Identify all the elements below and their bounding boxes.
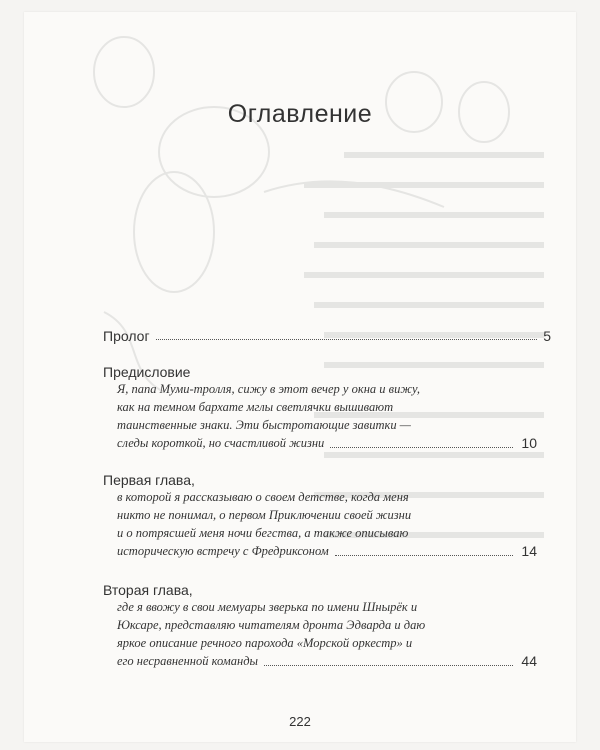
description-last-line — [117, 434, 537, 452]
toc-entry-prologue — [103, 328, 551, 344]
toc-entry-heading: Вторая глава, — [103, 582, 193, 598]
description-line: таинственные знаки. Эти быстротающие завитки — — [117, 418, 411, 432]
toc-entry-description — [117, 598, 537, 670]
toc-title: Оглавление — [227, 100, 373, 128]
dot-leader — [156, 338, 538, 340]
description-line: где я ввожу в свои мемуары зверька по имени Шнырёк и — [117, 600, 418, 614]
description-last-line — [117, 652, 537, 670]
toc-entry-heading: Пролог — [103, 328, 150, 344]
description-line: в которой я рассказываю о своем детстве, когда меня — [117, 490, 409, 504]
toc-entry-heading: Предисловие — [103, 364, 191, 380]
description-line: никто не понимал, о первом Приключении своей жизни — [117, 508, 412, 522]
toc-entry-description — [117, 488, 537, 560]
description-line: историческую встречу с Фредриксоном — [117, 544, 329, 558]
description-line: следы короткой, но счастливой жизни — [117, 436, 325, 450]
dot-leader — [330, 447, 513, 448]
toc-entry-page: 10 — [521, 435, 537, 451]
description-line: яркое описание речного парохода «Морской оркестр» и — [117, 636, 413, 650]
description-line: Юксаре, представляю читателям дронта Эдварда и даю — [117, 618, 426, 632]
toc-entry-heading: Первая глава, — [103, 472, 195, 488]
toc-entry-page: 14 — [521, 543, 537, 559]
dot-leader — [335, 555, 514, 556]
toc-entry-chapter-2 — [103, 582, 551, 670]
description-line: его несравненной команды — [117, 654, 258, 668]
book-page — [24, 12, 576, 742]
description-line: и о потрясшей меня ночи бегства, а также описываю — [117, 526, 409, 540]
toc-entry-chapter-1 — [103, 472, 551, 560]
description-line: как на темном бархате мглы светлячки вышивают — [117, 400, 394, 414]
toc-entry-preface — [103, 364, 551, 452]
page-number: 222 — [289, 714, 311, 729]
toc-entry-page: 5 — [543, 328, 551, 344]
description-last-line — [117, 542, 537, 560]
dot-leader — [264, 665, 513, 666]
description-line: Я, папа Муми-тролля, сижу в этот вечер у окна и вижу, — [117, 382, 421, 396]
toc-entry-description — [117, 380, 537, 452]
toc-entry-page: 44 — [521, 653, 537, 669]
